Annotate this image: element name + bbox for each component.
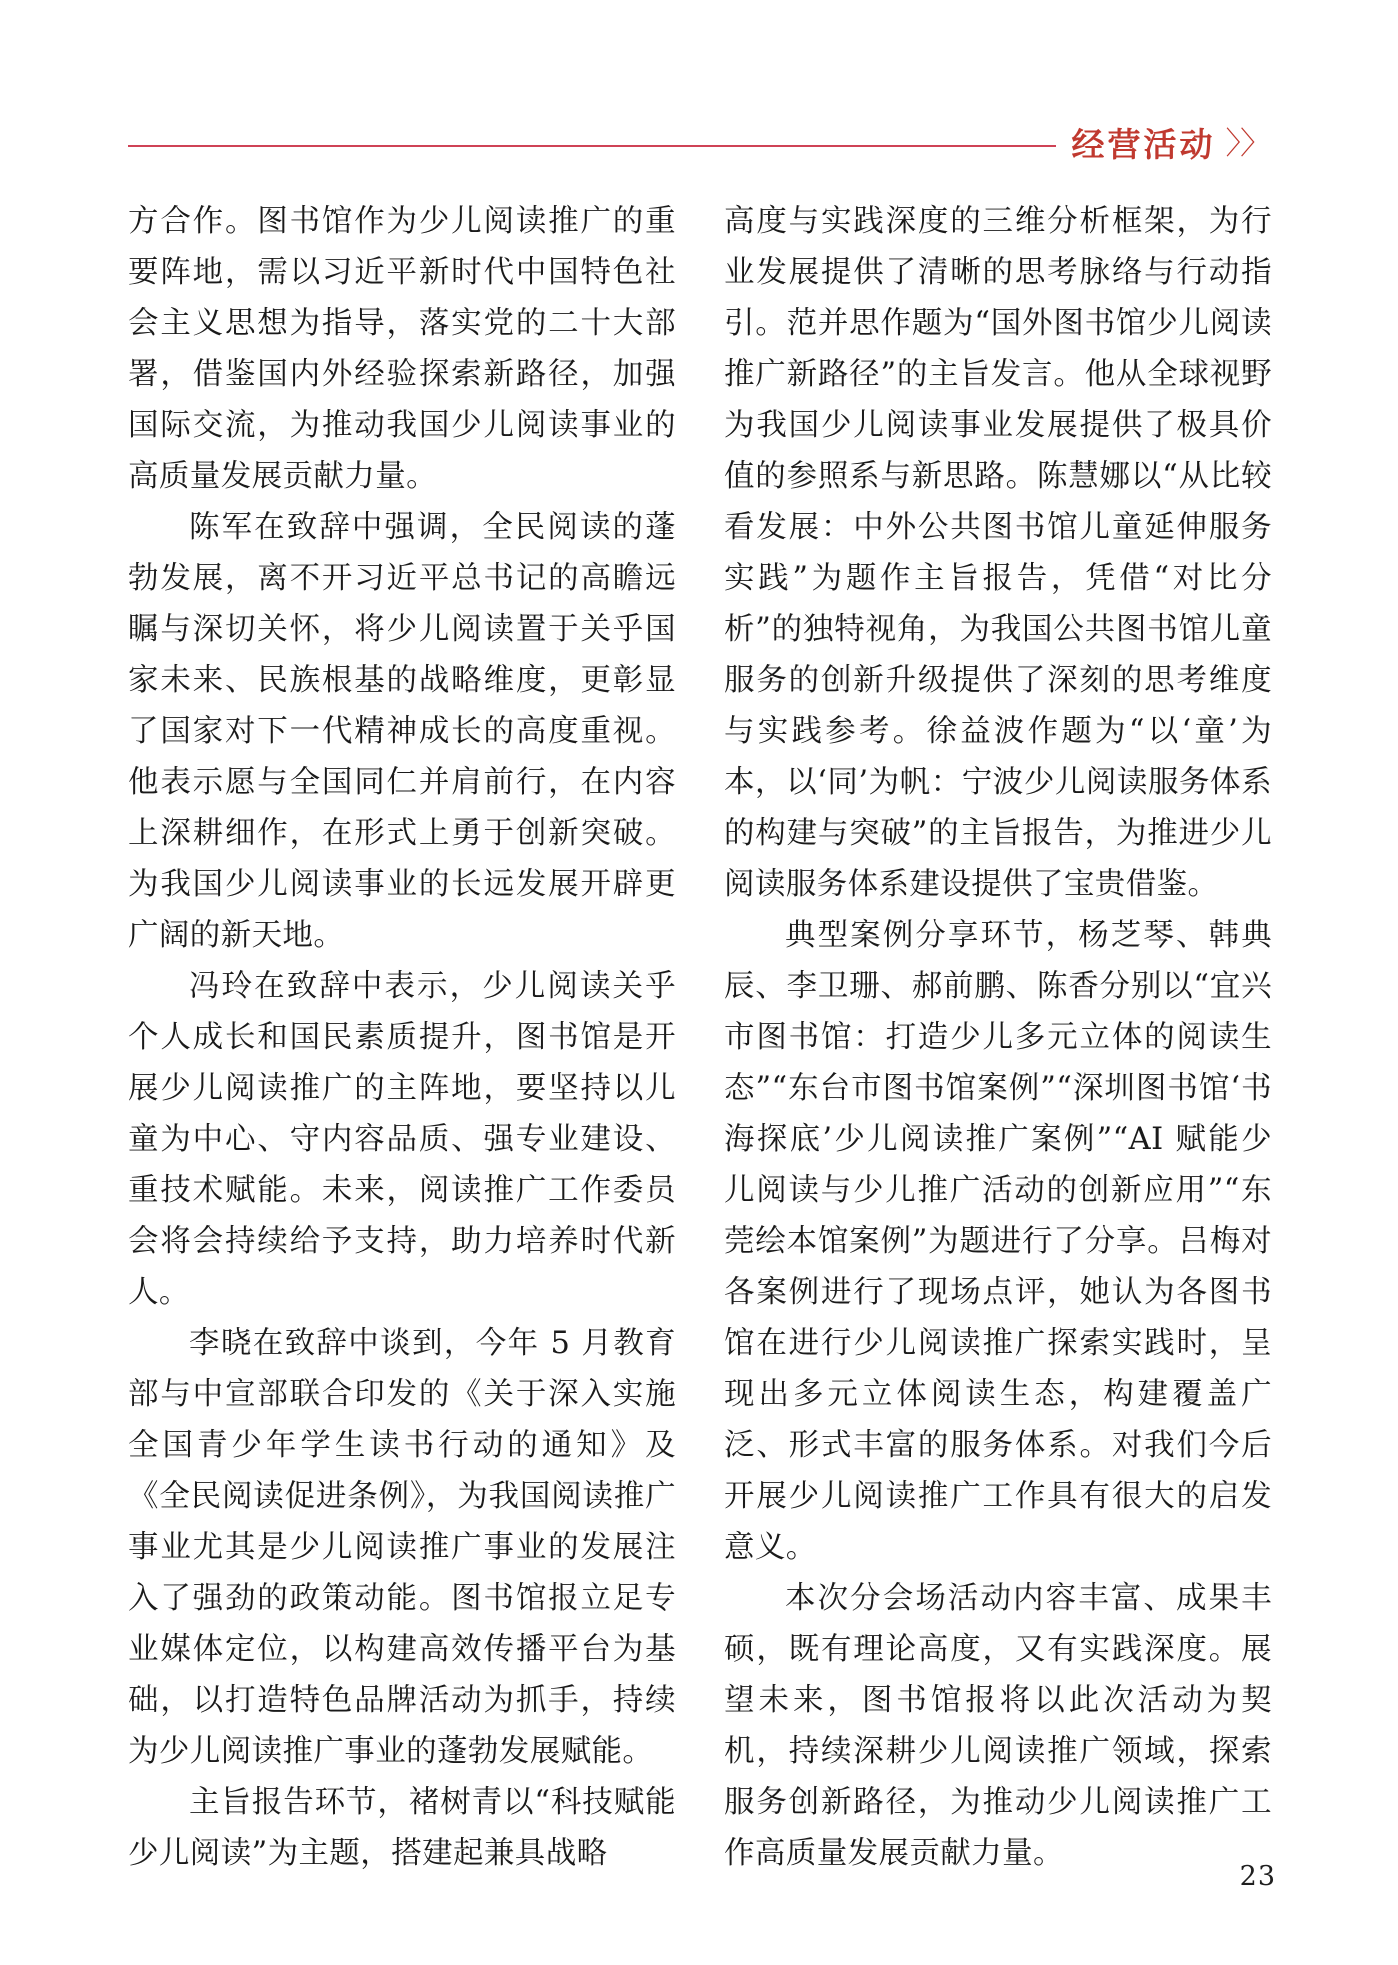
column-left	[128, 196, 676, 1879]
paragraph: 冯玲在致辞中表示，少儿阅读关乎个人成长和国民素质提升，图书馆是开展少儿阅读推广的主阵地，要坚持以儿童为中心、守内容品质、强专业建设、重技术赋能。未来，阅读推广工作委员会将会持续给予支持，助力培养时代新人。	[128, 969, 676, 1310]
page-header	[128, 108, 1270, 180]
double-chevron-right-icon: 〉〉	[1225, 125, 1270, 162]
header-rule-decoration	[128, 145, 1056, 147]
paragraph: 本次分会场活动内容丰富、成果丰硕，既有理论高度，又有实践深度。展望未来，图书馆报将以此次活动为契机，持续深耕少儿阅读推广领域，探索服务创新路径，为推动少儿阅读推广工作高质量发展贡献力量。	[724, 1581, 1272, 1871]
page-number: 23	[1239, 1861, 1276, 1892]
body-columns	[128, 196, 1272, 1879]
paragraph: 典型案例分享环节，杨芝琴、韩典辰、李卫珊、郝前鹏、陈香分别以“宜兴市图书馆：打造少儿多元立体的阅读生态”“东台市图书馆案例”“深圳图书馆‘书海探底’少儿阅读推广案例”“AI 赋能少儿阅读与少儿推广活动的创新应用”“东莞绘本馆案例”为题进行了分享。吕梅对各案例进行了现场点评，她认为各图书馆在进行少儿阅读推广探索实践时，呈现出多元立体阅读生态，构建覆盖广泛、形式丰富的服务体系。对我们今后开展少儿阅读推广工作具有很大的启发意义。	[724, 918, 1272, 1565]
paragraph: 高度与实践深度的三维分析框架，为行业发展提供了清晰的思考脉络与行动指引。范并思作题为“国外图书馆少儿阅读推广新路径”的主旨发言。他从全球视野为我国少儿阅读事业发展提供了极具价值的参照系与新思路。陈慧娜以“从比较看发展：中外公共图书馆儿童延伸服务实践”为题作主旨报告，凭借“对比分析”的独特视角，为我国公共图书馆儿童服务的创新升级提供了深刻的思考维度与实践参考。徐益波作题为“以‘童’为本，以‘同’为帆：宁波少儿阅读服务体系的构建与突破”的主旨报告，为推进少儿阅读服务体系建设提供了宝贵借鉴。	[724, 204, 1272, 902]
paragraph: 主旨报告环节，褚树青以“科技赋能少儿阅读”为主题，搭建起兼具战略	[128, 1785, 676, 1871]
section-title: 经营活动	[1071, 124, 1216, 164]
paragraph: 李晓在致辞中谈到，今年 5 月教育部与中宣部联合印发的《关于深入实施全国青少年学生读书行动的通知》及《全民阅读促进条例》，为我国阅读推广事业尤其是少儿阅读推广事业的发展注入了强劲的政策动能。图书馆报立足专业媒体定位，以构建高效传播平台为基础，以打造特色品牌活动为抓手，持续为少儿阅读推广事业的蓬勃发展赋能。	[128, 1326, 676, 1769]
paragraph: 陈军在致辞中强调，全民阅读的蓬勃发展，离不开习近平总书记的高瞻远瞩与深切关怀，将少儿阅读置于关乎国家未来、民族根基的战略维度，更彰显了国家对下一代精神成长的高度重视。他表示愿与全国同仁并肩前行，在内容上深耕细作，在形式上勇于创新突破。为我国少儿阅读事业的长远发展开辟更广阔的新天地。	[128, 510, 676, 953]
column-right	[724, 196, 1272, 1879]
paragraph: 方合作。图书馆作为少儿阅读推广的重要阵地，需以习近平新时代中国特色社会主义思想为指导，落实党的二十大部署，借鉴国内外经验探索新路径，加强国际交流，为推动我国少儿阅读事业的高质量发展贡献力量。	[128, 204, 676, 494]
